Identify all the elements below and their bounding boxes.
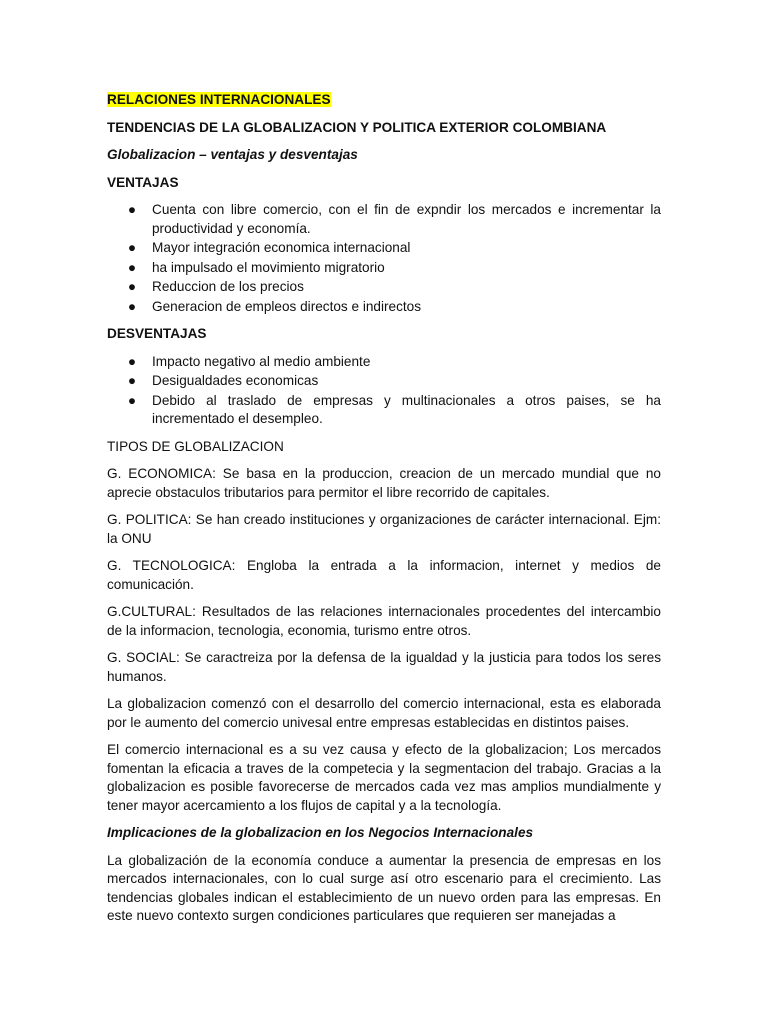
- list-item-text: Mayor integración economica internacional: [152, 240, 411, 255]
- bullet-icon: ●: [127, 279, 137, 294]
- section-heading: Globalizacion – ventajas y desventajas: [107, 147, 358, 162]
- bullet-icon: ●: [127, 392, 137, 408]
- bullet-icon: ●: [127, 259, 137, 275]
- tipo-cultural: G.CULTURAL: Resultados de las relaciones internacionales procedentes del intercambio de la informacion, tecnologia, economia, turismo entre otros.: [107, 604, 661, 638]
- list-item: [107, 278, 661, 297]
- bullet-icon: ●: [127, 240, 137, 255]
- tipo-politica: G. POLITICA: Se han creado instituciones y organizaciones de carácter internacional. Ejm: la ONU: [107, 512, 661, 546]
- bullet-icon: ●: [127, 353, 137, 369]
- document-title: RELACIONES INTERNACIONALES: [107, 92, 331, 107]
- list-item: [107, 392, 661, 429]
- tipos-heading: TIPOS DE GLOBALIZACION: [107, 438, 284, 454]
- document-subtitle: TENDENCIAS DE LA GLOBALIZACION Y POLITICA EXTERIOR COLOMBIANA: [107, 119, 607, 135]
- desventajas-list: [107, 353, 661, 429]
- list-item-text: Debido al traslado de empresas y multinacionales a otros paises, se ha incrementado el desempleo.: [152, 392, 661, 426]
- tipo-social: G. SOCIAL: Se caractreiza por la defensa de la igualdad y la justicia para todos los seres humanos.: [107, 650, 661, 684]
- tipo-tecnologica: G. TECNOLOGICA: Engloba la entrada a la informacion, internet y medios de comunicación.: [107, 558, 661, 592]
- implicaciones-paragraph: La globalización de la economía conduce a aumentar la presencia de empresas en los mercados internacionales, con lo cual surge así otro escenario para el crecimiento. Las tendencias globales indican el establecimiento de un nuevo orden para las empresas. En este nuevo contexto surgen condiciones particulares que requieren ser manejadas a: [107, 852, 661, 923]
- list-item: [107, 353, 661, 372]
- list-item: [107, 259, 661, 278]
- desventajas-heading: DESVENTAJAS: [107, 326, 207, 341]
- tipo-economica: G. ECONOMICA: Se basa en la produccion, creacion de un mercado mundial que no aprecie obstaculos tributarios para permitor el libre recorrido de capitales.: [107, 466, 661, 500]
- list-item: [107, 298, 661, 317]
- implicaciones-heading: Implicaciones de la globalizacion en los Negocios Internacionales: [107, 825, 534, 840]
- ventajas-list: [107, 201, 661, 316]
- list-item-text: Impacto negativo al medio ambiente: [152, 353, 371, 369]
- ventajas-heading: VENTAJAS: [107, 174, 179, 190]
- list-item-text: ha impulsado el movimiento migratorio: [152, 259, 385, 275]
- paragraph-comercio-inicio: La globalizacion comenzó con el desarrollo del comercio internacional, esta es elaborada por le aumento del comercio univesal entre empresas establecidas en distintos paises.: [107, 696, 661, 730]
- list-item-text: Cuenta con libre comercio, con el fin de expndir los mercados e incrementar la productividad y economía.: [152, 202, 661, 236]
- list-item-text: Generacion de empleos directos e indirectos: [152, 298, 422, 314]
- bullet-icon: ●: [127, 298, 137, 314]
- list-item-text: Desigualdades economicas: [152, 373, 319, 388]
- list-item: [107, 239, 661, 258]
- paragraph-comercio-causa: El comercio internacional es a su vez causa y efecto de la globalizacion; Los mercados fomentan la eficacia a traves de la competecia y la segmentacion del trabajo. Gracias a la globalizacion es posible favorecerse de mercados cada vez mas amplios mundialmente y tener mayor acercamiento a los flujos de capital y a la tecnología.: [107, 742, 661, 813]
- bullet-icon: ●: [127, 202, 137, 217]
- document-page: [107, 91, 661, 935]
- list-item: [107, 372, 661, 391]
- bullet-icon: ●: [127, 373, 137, 388]
- list-item: [107, 201, 661, 238]
- document-title-line: [107, 91, 661, 110]
- list-item-text: Reduccion de los precios: [152, 279, 304, 294]
